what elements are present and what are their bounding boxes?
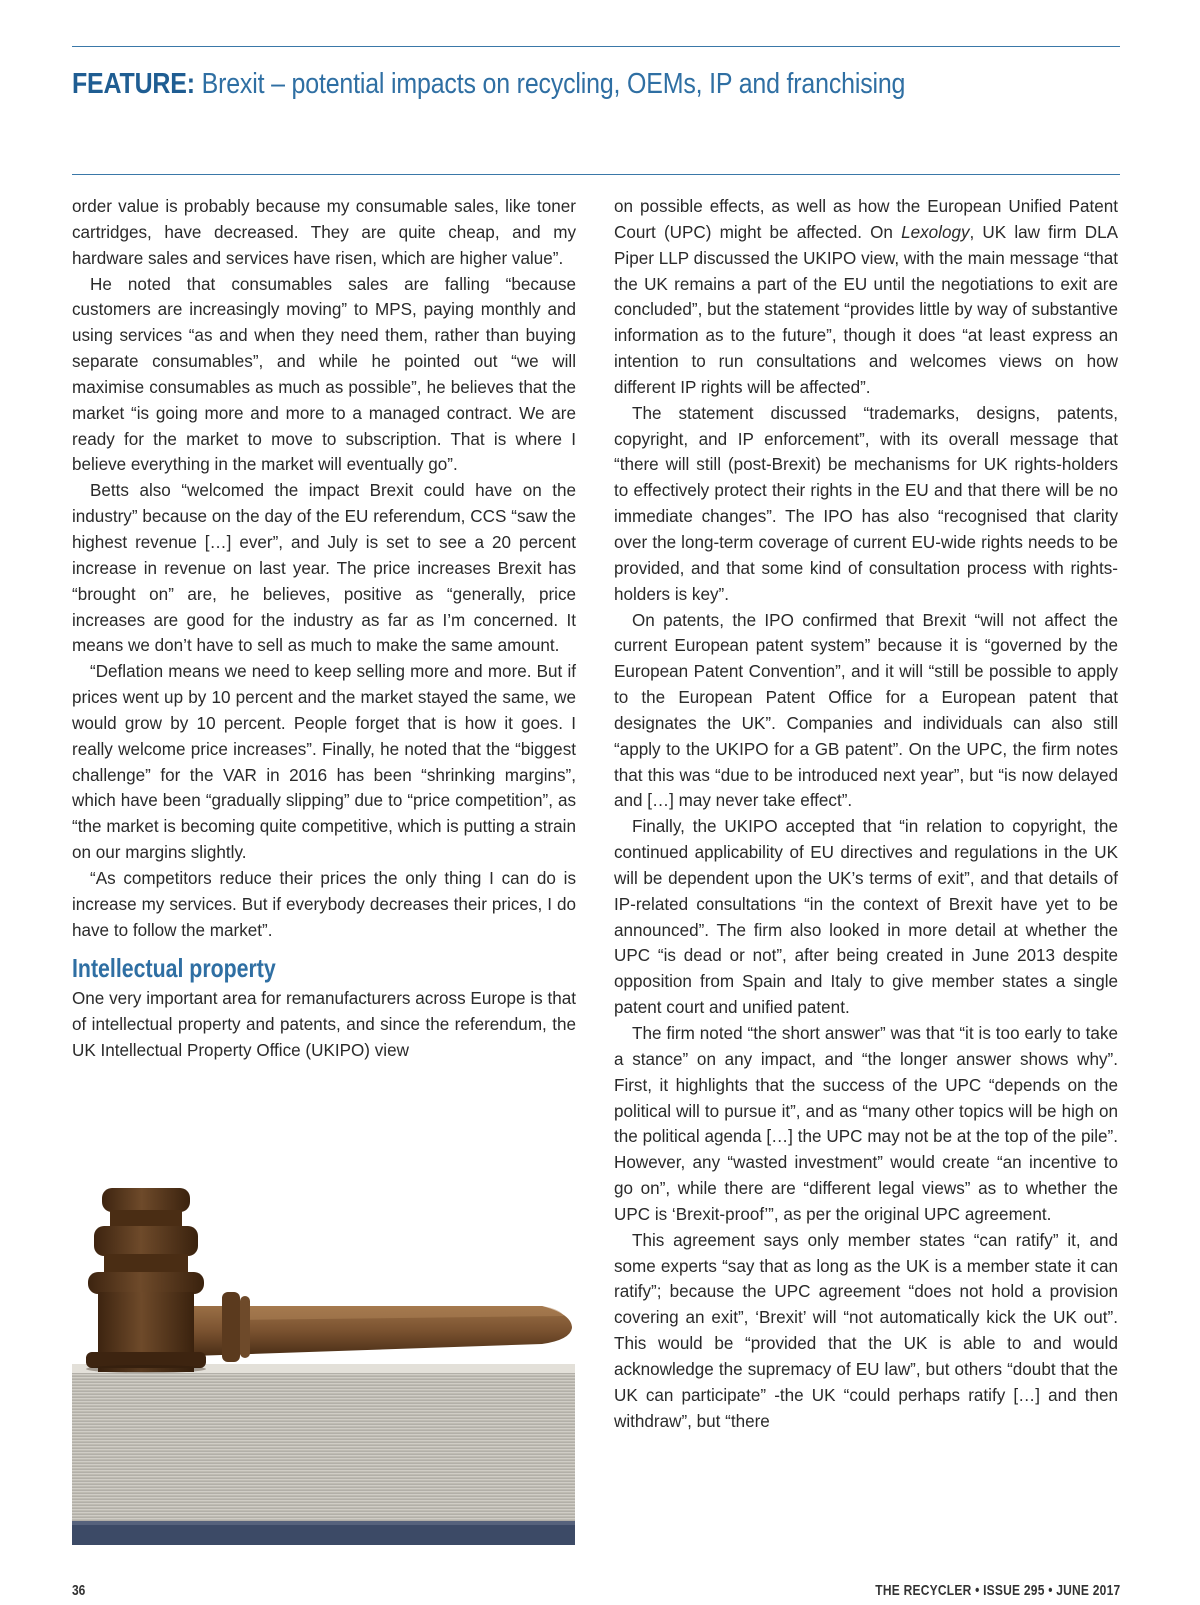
gavel-on-book-photo	[72, 1188, 575, 1545]
paragraph: He noted that consumables sales are falling “because customers are increasingly moving” to MPS, paying monthly and using services “as and when they need them, rather than buying separate consumables”, and while he pointed out “we will maximise consumables as much as possible”, he believes that the market “is going more and more to a managed contract. We are ready for the market to move to subscription. That is where I believe everything in the market will eventually go”.	[72, 274, 576, 475]
book-cover	[72, 1523, 575, 1545]
issue-info: THE RECYCLER • ISSUE 295 • JUNE 2017	[874, 1582, 1120, 1599]
paragraph: One very important area for remanufacturers across Europe is that of intellectual property and patents, and since the referendum, the UK Intellectual Property Office (UKIPO) view	[72, 989, 576, 1061]
left-column	[72, 194, 576, 1064]
top-rule	[72, 46, 1120, 47]
page-number: 36	[72, 1582, 86, 1599]
paragraph: Finally, the UKIPO accepted that “in relation to copyright, the continued applicability of EU directives and regulations in the UK will be dependent upon the UK’s terms of exit”, and that details of IP-related consultations “in the context of Brexit have yet to be announced”. The firm also looked in more detail at whether the UPC “is dead or not”, after being created in June 2013 despite opposition from Spain and Italy to give member states a single patent court and unified patent.	[614, 817, 1118, 1018]
paragraph: On patents, the IPO confirmed that Brexit “will not affect the current European patent system” because it is “governed by the European Patent Convention”, and it will “still be possible to apply to the European Patent Office for a European patent that designates the UK”. Companies and individuals can also still “apply to the UKIPO for a GB patent”. On the UPC, the firm notes that this was “due to be introduced next year”, but “is now delayed and […] may never take effect”.	[614, 610, 1118, 811]
paragraph: This agreement says only member states “can ratify” it, and some experts “say that as long as the UK is a member state it can ratify”; because the UPC agreement “does not hold a provision covering an exit”, ‘Brexit’ will “not automatically kick the UK out”. This would be “provided that the UK is able to and would acknowledge the supremacy of EU law”, but others “doubt that the UK can participate” -the UK “could perhaps ratify […] and then withdraw”, but “there	[614, 1230, 1118, 1431]
paragraph-text: on possible effects, as well as how the European Unified Patent Court (UPC) might be affected. On	[614, 197, 1118, 242]
book-pages	[72, 1371, 575, 1523]
paragraph-text: , UK law firm DLA Piper LLP discussed the UKIPO view, with the main message “that the UK remains a part of the EU until the negotiations to exit are concluded”, but the statement “provides little by way of substantive information as to the future”, though it does “at least express an intention to run consultations and welcomes views on how different IP rights will be affected”.	[614, 222, 1119, 397]
paragraph: “Deflation means we need to keep selling more and more. But if prices went up by 10 percent and the market stayed the same, we would grow by 10 percent. People forget that is how it goes. I really welcome price increases”. Finally, he noted that the “biggest challenge” for the VAR in 2016 has been “shrinking margins”, which have been “gradually slipping” due to “price competition”, as “the market is becoming quite competitive, which is putting a strain on our margins slightly.	[72, 662, 576, 863]
section-heading: Intellectual property	[72, 953, 276, 984]
paragraph: The statement discussed “trademarks, designs, patents, copyright, and IP enforcement”, with its overall message that “there will still (post-Brexit) be mechanisms for UK rights-holders to effectively protect their rights in the EU and that there will be no immediate changes”. The IPO has also “recognised that clarity over the long-term coverage of current EU-wide rights needs to be provided, and that some kind of consultation process with rights-holders is key”.	[614, 403, 1118, 604]
paragraph: “As competitors reduce their prices the only thing I can do is increase my services. But if everybody decreases their prices, I do have to follow the market”.	[72, 868, 576, 940]
title-kicker: FEATURE:	[72, 68, 195, 100]
paragraph: order value is probably because my consumable sales, like toner cartridges, have decreased. They are quite cheap, and my hardware sales and services have risen, which are higher value”.	[72, 197, 576, 268]
paragraph	[614, 194, 1118, 401]
page-title	[72, 64, 973, 104]
paragraph: The firm noted “the short answer” was that “it is too early to take a stance” on any impact, and “the longer answer shows why”. First, it highlights that the success of the UPC “depends on the political will to pursue it”, and as “many other topics will be high on the political agenda […] the UPC may not be at the top of the pile”. However, any “wasted investment” would create “an incentive to go on”, while there are “different legal views” as to whether the UPC is ‘Brexit-proof’”, as per the original UPC agreement.	[614, 1024, 1118, 1224]
publication-name: Lexology	[901, 222, 970, 242]
paragraph: Betts also “welcomed the impact Brexit could have on the industry” because on the day of the EU referendum, CCS “saw the highest revenue […] ever”, and July is set to see a 20 percent increase in revenue on last year. The price increases Brexit has “brought on” are, he believes, positive as “generally, price increases are good for the industry as far as I’m concerned. It means we don’t have to sell as much to make the same amount.	[72, 481, 576, 656]
right-column	[614, 194, 1118, 1435]
gavel-head	[102, 1188, 190, 1212]
title-text: Brexit – potential impacts on recycling, OEMs, IP and franchising	[201, 68, 906, 100]
header-rule	[72, 174, 1120, 175]
